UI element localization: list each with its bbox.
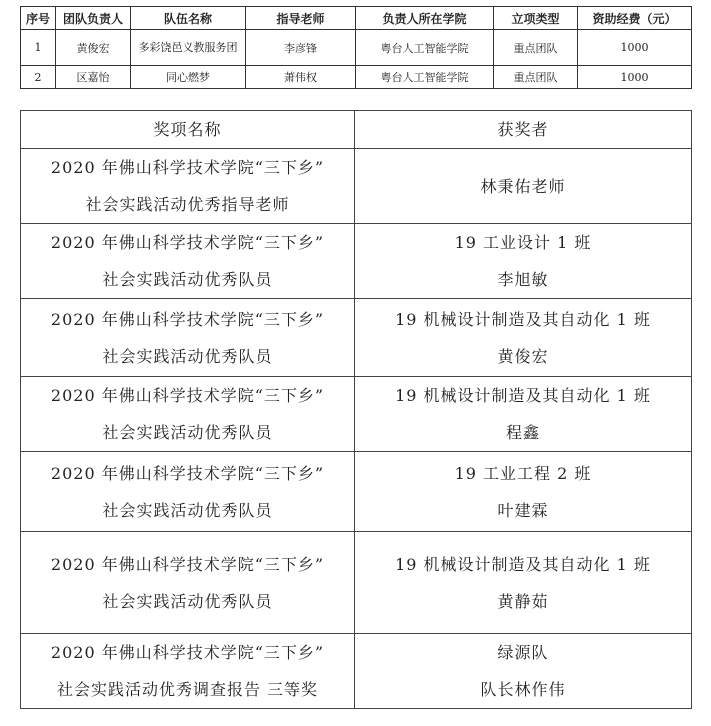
winner-line: 叶建霖 bbox=[497, 500, 549, 520]
winner-cell bbox=[355, 299, 692, 377]
award-line: 社会实践活动优秀指导老师 bbox=[85, 195, 290, 214]
cell-project-type: 重点团队 bbox=[494, 66, 578, 89]
cell-index: 1 bbox=[21, 30, 56, 66]
header-advisor: 指导老师 bbox=[246, 7, 356, 30]
award-line: 社会实践活动优秀队员 bbox=[102, 500, 273, 520]
winner-cell bbox=[355, 224, 692, 299]
table-row bbox=[21, 452, 692, 532]
winner-cell bbox=[355, 377, 692, 452]
table-row bbox=[21, 377, 692, 452]
cell-funding: 1000 bbox=[578, 30, 692, 66]
header-team-name: 队伍名称 bbox=[131, 7, 246, 30]
header-index: 序号 bbox=[21, 7, 56, 30]
winner-line: 队长林作伟 bbox=[480, 680, 566, 699]
header-funding: 资助经费（元） bbox=[578, 7, 692, 30]
table-row bbox=[21, 149, 692, 224]
award-cell bbox=[21, 299, 355, 377]
award-cell bbox=[21, 149, 355, 224]
winner-cell bbox=[355, 149, 692, 224]
header-project-type: 立项类型 bbox=[494, 7, 578, 30]
cell-project-type: 重点团队 bbox=[494, 30, 578, 66]
cell-funding: 1000 bbox=[578, 66, 692, 89]
award-cell bbox=[21, 224, 355, 299]
award-cell bbox=[21, 532, 355, 634]
award-line: 2020 年佛山科学技术学院“三下乡” bbox=[50, 554, 325, 574]
cell-team-name: 多彩饶邑义教服务团 bbox=[131, 30, 246, 66]
header-team-leader: 团队负责人 bbox=[56, 7, 131, 30]
winner-line: 林秉佑老师 bbox=[480, 176, 566, 196]
award-line: 2020 年佛山科学技术学院“三下乡” bbox=[50, 386, 325, 405]
winner-cell bbox=[355, 532, 692, 634]
award-line: 2020 年佛山科学技术学院“三下乡” bbox=[50, 463, 325, 483]
award-line: 社会实践活动优秀队员 bbox=[102, 423, 273, 442]
award-header-row bbox=[21, 111, 692, 149]
table-row bbox=[21, 634, 692, 709]
award-cell bbox=[21, 452, 355, 532]
table-row bbox=[21, 299, 692, 377]
funding-table bbox=[20, 6, 692, 89]
header-winner: 获奖者 bbox=[355, 111, 692, 149]
cell-team-leader: 区嘉怡 bbox=[56, 66, 131, 89]
award-line: 2020 年佛山科学技术学院“三下乡” bbox=[50, 233, 325, 252]
winner-line: 黄俊宏 bbox=[497, 346, 549, 366]
table-row bbox=[21, 30, 692, 66]
award-cell bbox=[21, 377, 355, 452]
winner-cell bbox=[355, 452, 692, 532]
header-college: 负责人所在学院 bbox=[356, 7, 494, 30]
award-table bbox=[20, 110, 692, 709]
table-row bbox=[21, 532, 692, 634]
award-line: 2020 年佛山科学技术学院“三下乡” bbox=[50, 158, 325, 177]
award-line: 社会实践活动优秀队员 bbox=[102, 270, 273, 289]
cell-team-name: 同心燃梦 bbox=[131, 66, 246, 89]
winner-line: 黄静茹 bbox=[497, 591, 549, 611]
cell-advisor: 李彦锋 bbox=[246, 30, 356, 66]
cell-team-leader: 黄俊宏 bbox=[56, 30, 131, 66]
header-award-name: 奖项名称 bbox=[21, 111, 355, 149]
table-row bbox=[21, 224, 692, 299]
winner-line: 绿源队 bbox=[497, 643, 549, 662]
award-line: 社会实践活动优秀调查报告 三等奖 bbox=[56, 680, 319, 699]
cell-advisor: 萧伟权 bbox=[246, 66, 356, 89]
winner-line: 程鑫 bbox=[505, 423, 540, 442]
winner-line: 19 工业工程 2 班 bbox=[454, 463, 592, 483]
cell-college: 粤台人工智能学院 bbox=[356, 30, 494, 66]
table-row bbox=[21, 66, 692, 89]
award-line: 社会实践活动优秀队员 bbox=[102, 591, 273, 611]
winner-line: 19 机械设计制造及其自动化 1 班 bbox=[395, 554, 651, 574]
funding-header-row bbox=[21, 7, 692, 30]
award-line: 社会实践活动优秀队员 bbox=[102, 346, 273, 366]
award-cell bbox=[21, 634, 355, 709]
winner-line: 李旭敏 bbox=[497, 270, 549, 289]
winner-cell bbox=[355, 634, 692, 709]
cell-college: 粤台人工智能学院 bbox=[356, 66, 494, 89]
award-line: 2020 年佛山科学技术学院“三下乡” bbox=[50, 643, 325, 662]
winner-line: 19 机械设计制造及其自动化 1 班 bbox=[395, 386, 651, 405]
winner-line: 19 工业设计 1 班 bbox=[454, 233, 592, 252]
cell-index: 2 bbox=[21, 66, 56, 89]
winner-line: 19 机械设计制造及其自动化 1 班 bbox=[395, 309, 651, 329]
award-line: 2020 年佛山科学技术学院“三下乡” bbox=[50, 309, 325, 329]
